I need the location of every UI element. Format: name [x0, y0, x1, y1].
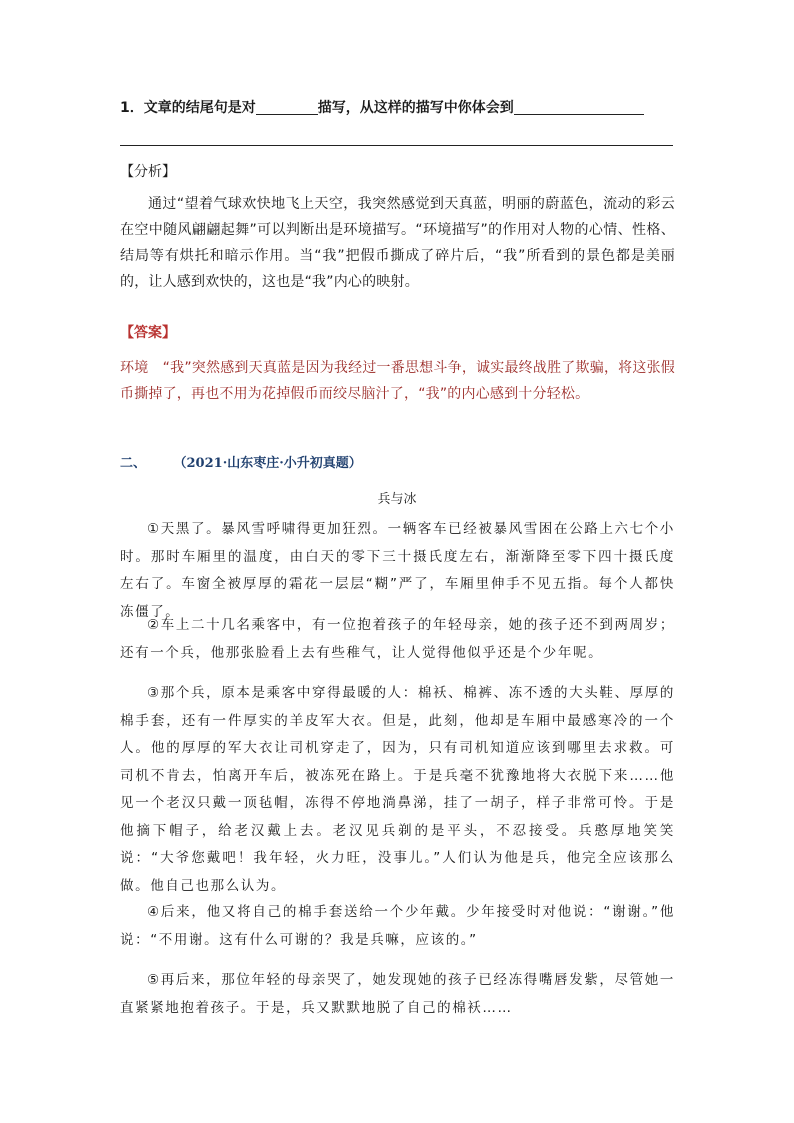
question-text-b: 描写，从这样的描写中你体会到 [317, 100, 514, 116]
section-source: （2021·山东枣庄·小升初真题） [180, 456, 362, 471]
question-number: 1． [120, 100, 144, 116]
question-text-a: 文章的结尾句是对 [143, 100, 256, 116]
answer-body: 环境 “我”突然感到天真蓝是因为我经过一番思想斗争，诚实最终战胜了欺骗，将这张假币撕掉了，再也不用为花掉假币而绞尽脑汁了，“我”的内心感到十分轻松。 [120, 360, 675, 402]
story-title: 兵与冰 [377, 492, 417, 507]
question-1 [120, 97, 644, 117]
answer-heading: 【答案】 [120, 325, 176, 341]
answer-blank-1[interactable] [256, 100, 318, 115]
section-2-header [120, 452, 362, 471]
section-number: 二、 [120, 456, 147, 471]
answer-line[interactable] [120, 145, 673, 146]
story-paragraph-4: ④后来，他又将自己的棉手套送给一个少年戴。少年接受时对他说：“谢谢。”他说：“不用谢。这有什么可谢的？我是兵嘛，应该的。” [120, 904, 675, 948]
analysis-heading: 【分析】 [120, 164, 176, 180]
story-paragraph-3: ③那个兵，原本是乘客中穿得最暖的人：棉袄、棉裤、冻不透的大头鞋、厚厚的棉手套，还有一件厚实的羊皮军大衣。但是，此刻，他却是车厢中最感寒冷的一个人。他的厚厚的军大衣让司机穿走了，因为，只有司机知道应该到哪里去求救。可司机不肯去，怕离开车后，被冻死在路上。于是兵毫不犹豫地将大衣脱下来……他见一个老汉只戴一顶毡帽，冻得不停地淌鼻涕，挂了一胡子，样子非常可怜。于是他摘下帽子，给老汉戴上去。老汉见兵剃的是平头，不忍接受。兵憨厚地笑笑说：“大爷您戴吧！我年轻，火力旺，没事儿。”人们认为他是兵，他完全应该那么做。他自己也那么认为。 [120, 685, 675, 894]
story-paragraph-2: ②车上二十几名乘客中，有一位抱着孩子的年轻母亲，她的孩子还不到两周岁；还有一个兵，他那张脸看上去有些稚气，让人觉得他似乎还是个少年呢。 [120, 617, 675, 661]
answer-blank-2[interactable] [514, 100, 644, 115]
analysis-body: 通过“望着气球欢快地飞上天空，我突然感觉到天真蓝，明丽的蔚蓝色，流动的彩云在空中随风翩翩起舞”可以判断出是环境描写。“环境描写”的作用对人物的心情、性格、结局等有烘托和暗示作用。当“我”把假币撕成了碎片后，“我”所看到的景色都是美丽的，让人感到欢快的，这也是“我”内心的映射。 [120, 196, 675, 290]
story-paragraph-5: ⑤再后来，那位年轻的母亲哭了，她发现她的孩子已经冻得嘴唇发紫，尽管她一直紧紧地抱着孩子。于是，兵又默默地脱了自己的棉袄…… [120, 972, 675, 1016]
story-paragraph-1: ①天黑了。暴风雪呼啸得更加狂烈。一辆客车已经被暴风雪困在公路上六七个小时。那时车厢里的温度，由白天的零下三十摄氏度左右，渐渐降至零下四十摄氏度左右了。车窗全被厚厚的霜花一层层“糊”严了，车厢里伸手不见五指。每个人都快冻僵了。 [120, 521, 675, 620]
